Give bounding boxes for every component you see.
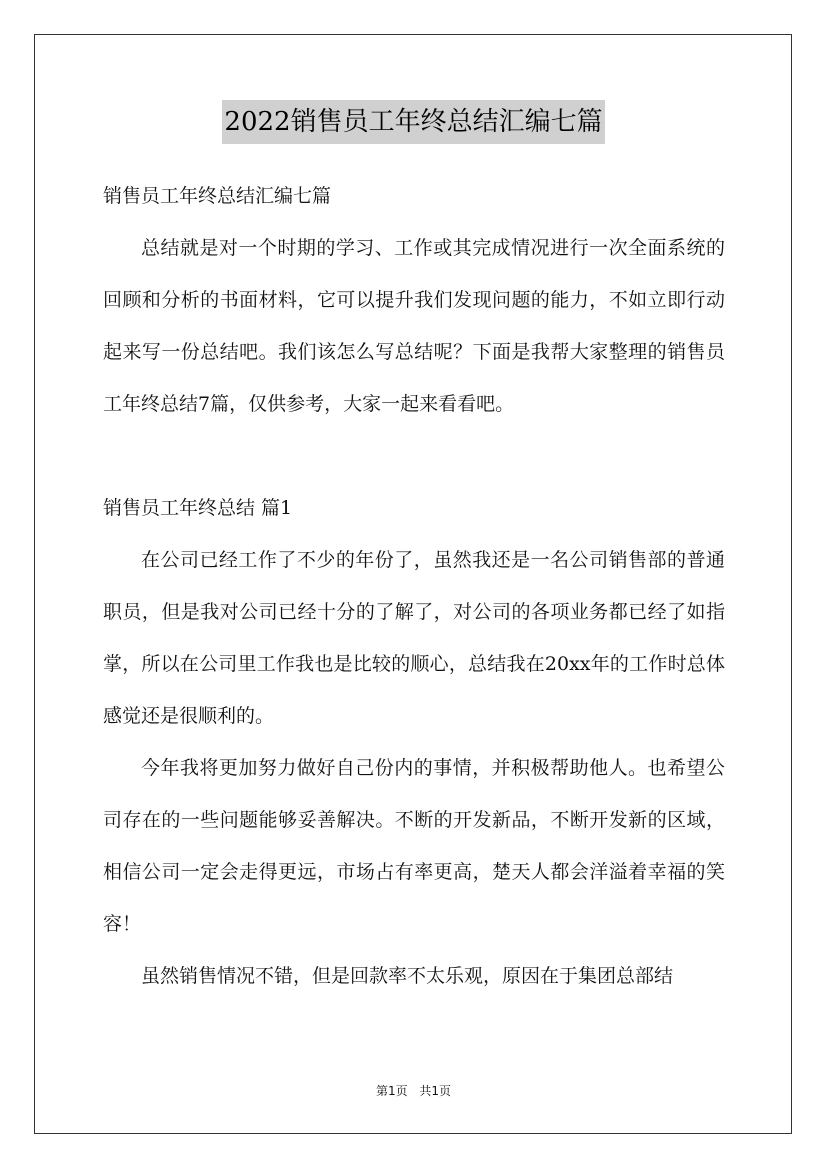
page-footer [0,1082,827,1099]
title-wrap [0,100,827,144]
body-paragraph: 今年我将更加努力做好自己份内的事情，并积极帮助他人。也希望公司存在的一些问题能够妥善解决。不断的开发新品，不断开发新的区域，相信公司一定会走得更远，市场占有率更高，楚天人都会洋溢着幸福的笑容！ [103,757,725,935]
intro-paragraph: 总结就是对一个时期的学习、工作或其完成情况进行一次全面系统的回顾和分析的书面材料，它可以提升我们发现问题的能力，不如立即行动起来写一份总结吧。我们该怎么写总结呢？下面是我帮大家整理的销售员工年终总结7篇，仅供参考，大家一起来看看吧。 [103,237,725,415]
page-total: 共1页 [419,1084,452,1098]
page-number: 第1页 [375,1084,408,1098]
document-subtitle: 销售员工年终总结汇编七篇 [103,185,332,207]
body-paragraph: 在公司已经工作了不少的年份了，虽然我还是一名公司销售部的普通职员，但是我对公司已经十分的了解了，对公司的各项业务都已经了如指掌，所以在公司里工作我也是比较的顺心，总结我在20xx年的工作时总体感觉还是很顺利的。 [103,549,725,727]
body-paragraph: 虽然销售情况不错，但是回款率不太乐观，原因在于集团总部结 [141,965,674,987]
document-title: 2022销售员工年终总结汇编七篇 [222,100,604,144]
section-heading: 销售员工年终总结 篇1 [103,497,293,519]
document-body [103,170,725,1002]
